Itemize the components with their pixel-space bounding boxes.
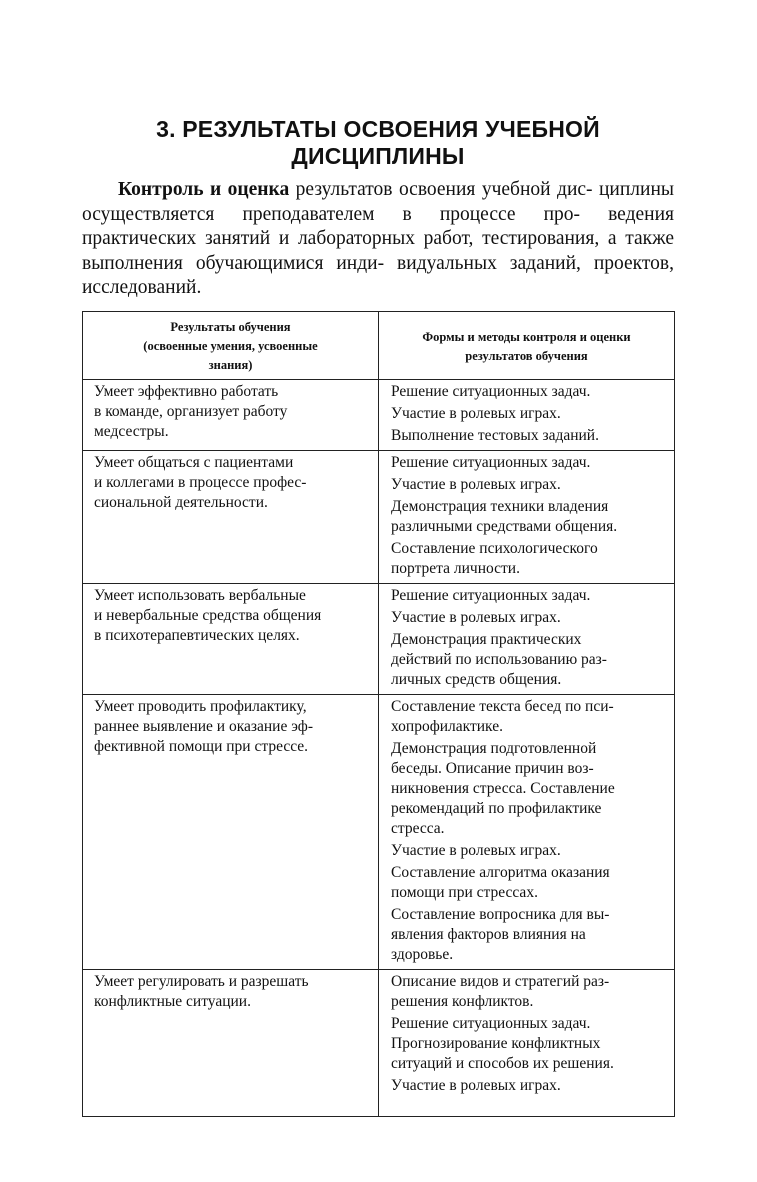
- result-line: Умеет проводить профилактику,: [94, 698, 307, 715]
- method-line: никновения стресса. Составление: [391, 780, 615, 797]
- result-line: фективной помощи при стрессе.: [94, 738, 309, 755]
- table-row: [83, 380, 675, 451]
- method-item: [391, 453, 664, 473]
- result-line: конфликтные ситуации.: [94, 993, 251, 1010]
- method-line: Участие в ролевых играх.: [391, 1077, 561, 1094]
- method-item: [391, 739, 664, 839]
- result-line: Умеет общаться с пациентами: [94, 454, 294, 471]
- method-line: действий по использованию раз-: [391, 651, 607, 668]
- method-line: портрета личности.: [391, 560, 520, 577]
- result-line: и коллегами в процессе профес-: [94, 474, 307, 491]
- method-line: Составление вопросника для вы-: [391, 906, 610, 923]
- method-item: [391, 697, 664, 737]
- method-line: помощи при стрессах.: [391, 884, 538, 901]
- result-cell: [83, 451, 379, 584]
- table-row: [83, 970, 675, 1117]
- result-line: Умеет регулировать и разрешать: [94, 973, 309, 990]
- result-cell: [83, 970, 379, 1117]
- method-line: различными средствами общения.: [391, 518, 618, 535]
- method-line: решения конфликтов.: [391, 993, 534, 1010]
- method-line: явления факторов влияния на: [391, 926, 586, 943]
- method-line: Решение ситуационных задач.: [391, 1015, 591, 1032]
- result-line: медсестры.: [94, 423, 169, 440]
- method-item: [391, 475, 664, 495]
- heading-line-1: 3. РЕЗУЛЬТАТЫ ОСВОЕНИЯ УЧЕБНОЙ: [156, 116, 600, 142]
- method-line: хопрофилактике.: [391, 718, 503, 735]
- method-item: [391, 630, 664, 690]
- method-line: Составление текста бесед по пси-: [391, 698, 614, 715]
- method-line: Участие в ролевых играх.: [391, 609, 561, 626]
- methods-cell: [379, 380, 675, 451]
- method-item: [391, 608, 664, 628]
- method-line: Демонстрация подготовленной: [391, 740, 597, 757]
- result-line: сиональной деятельности.: [94, 494, 268, 511]
- method-item: [391, 905, 664, 965]
- header-results-line: (освоенные умения, усвоенные: [143, 339, 318, 353]
- intro-lead: Контроль и оценка: [118, 179, 290, 200]
- method-line: здоровье.: [391, 946, 454, 963]
- table-row: [83, 584, 675, 695]
- methods-cell: [379, 695, 675, 970]
- method-line: Составление алгоритма оказания: [391, 864, 610, 881]
- heading-line-2: ДИСЦИПЛИНЫ: [291, 143, 465, 169]
- method-item: [391, 863, 664, 903]
- header-methods: [379, 312, 675, 380]
- result-line: Умеет использовать вербальные: [94, 587, 306, 604]
- result-cell: [83, 695, 379, 970]
- intro-line: циплины осуществляется преподавателем в процессе про-: [82, 179, 674, 225]
- section-heading: [82, 116, 674, 170]
- header-results-line: Результаты обучения: [170, 320, 291, 334]
- header-methods-line: Формы и методы контроля и оценки: [422, 329, 631, 344]
- result-line: и невербальные средства общения: [94, 607, 322, 624]
- method-line: Решение ситуационных задач.: [391, 587, 591, 604]
- method-line: Выполнение тестовых заданий.: [391, 427, 599, 444]
- method-item: [391, 539, 664, 579]
- result-line: в психотерапевтических целях.: [94, 627, 300, 644]
- intro-line: тестирования, а также выполнения обучающимися инди-: [82, 228, 675, 274]
- intro-line: ведения практических занятий и лабораторных работ,: [82, 203, 674, 250]
- method-line: Демонстрация техники владения: [391, 498, 609, 515]
- intro-line: результатов освоения учебной дис-: [295, 179, 593, 200]
- header-results-line: знания): [208, 358, 253, 372]
- method-line: Описание видов и стратегий раз-: [391, 973, 610, 990]
- method-line: ситуаций и способов их решения.: [391, 1055, 614, 1072]
- methods-cell: [379, 584, 675, 695]
- method-item: [391, 841, 664, 861]
- method-item: [391, 404, 664, 424]
- method-line: стресса.: [391, 820, 445, 837]
- method-line: Участие в ролевых играх.: [391, 476, 561, 493]
- table-header-row: [83, 312, 675, 380]
- method-item: [391, 382, 664, 402]
- method-line: Участие в ролевых играх.: [391, 842, 561, 859]
- result-line: раннее выявление и оказание эф-: [94, 718, 313, 735]
- method-line: Участие в ролевых играх.: [391, 405, 561, 422]
- method-line: Решение ситуационных задач.: [391, 454, 591, 471]
- method-line: Прогнозирование конфликтных: [391, 1035, 601, 1052]
- method-line: Демонстрация практических: [391, 631, 582, 648]
- header-results: [83, 312, 379, 380]
- method-line: Решение ситуационных задач.: [391, 383, 591, 400]
- method-item: [391, 426, 664, 446]
- intro-line: видуальных заданий, проектов, исследований.: [82, 252, 674, 299]
- result-cell: [83, 584, 379, 695]
- result-line: Умеет эффективно работать: [94, 383, 279, 400]
- result-cell: [83, 380, 379, 451]
- method-item: [391, 972, 664, 1012]
- assessment-table: [82, 311, 675, 1117]
- method-item: [391, 586, 664, 606]
- table-row: [83, 695, 675, 970]
- method-item: [391, 1076, 664, 1096]
- result-line: в команде, организует работу: [94, 403, 288, 420]
- table-row: [83, 451, 675, 584]
- method-line: Составление психологического: [391, 540, 598, 557]
- header-methods-line: результатов обучения: [465, 348, 588, 363]
- methods-cell: [379, 970, 675, 1117]
- method-line: рекомендаций по профилактике: [391, 800, 602, 817]
- intro-paragraph: [82, 178, 674, 301]
- method-line: беседы. Описание причин воз-: [391, 760, 594, 777]
- method-item: [391, 1014, 664, 1074]
- methods-cell: [379, 451, 675, 584]
- method-item: [391, 497, 664, 537]
- method-line: личных средств общения.: [391, 671, 562, 688]
